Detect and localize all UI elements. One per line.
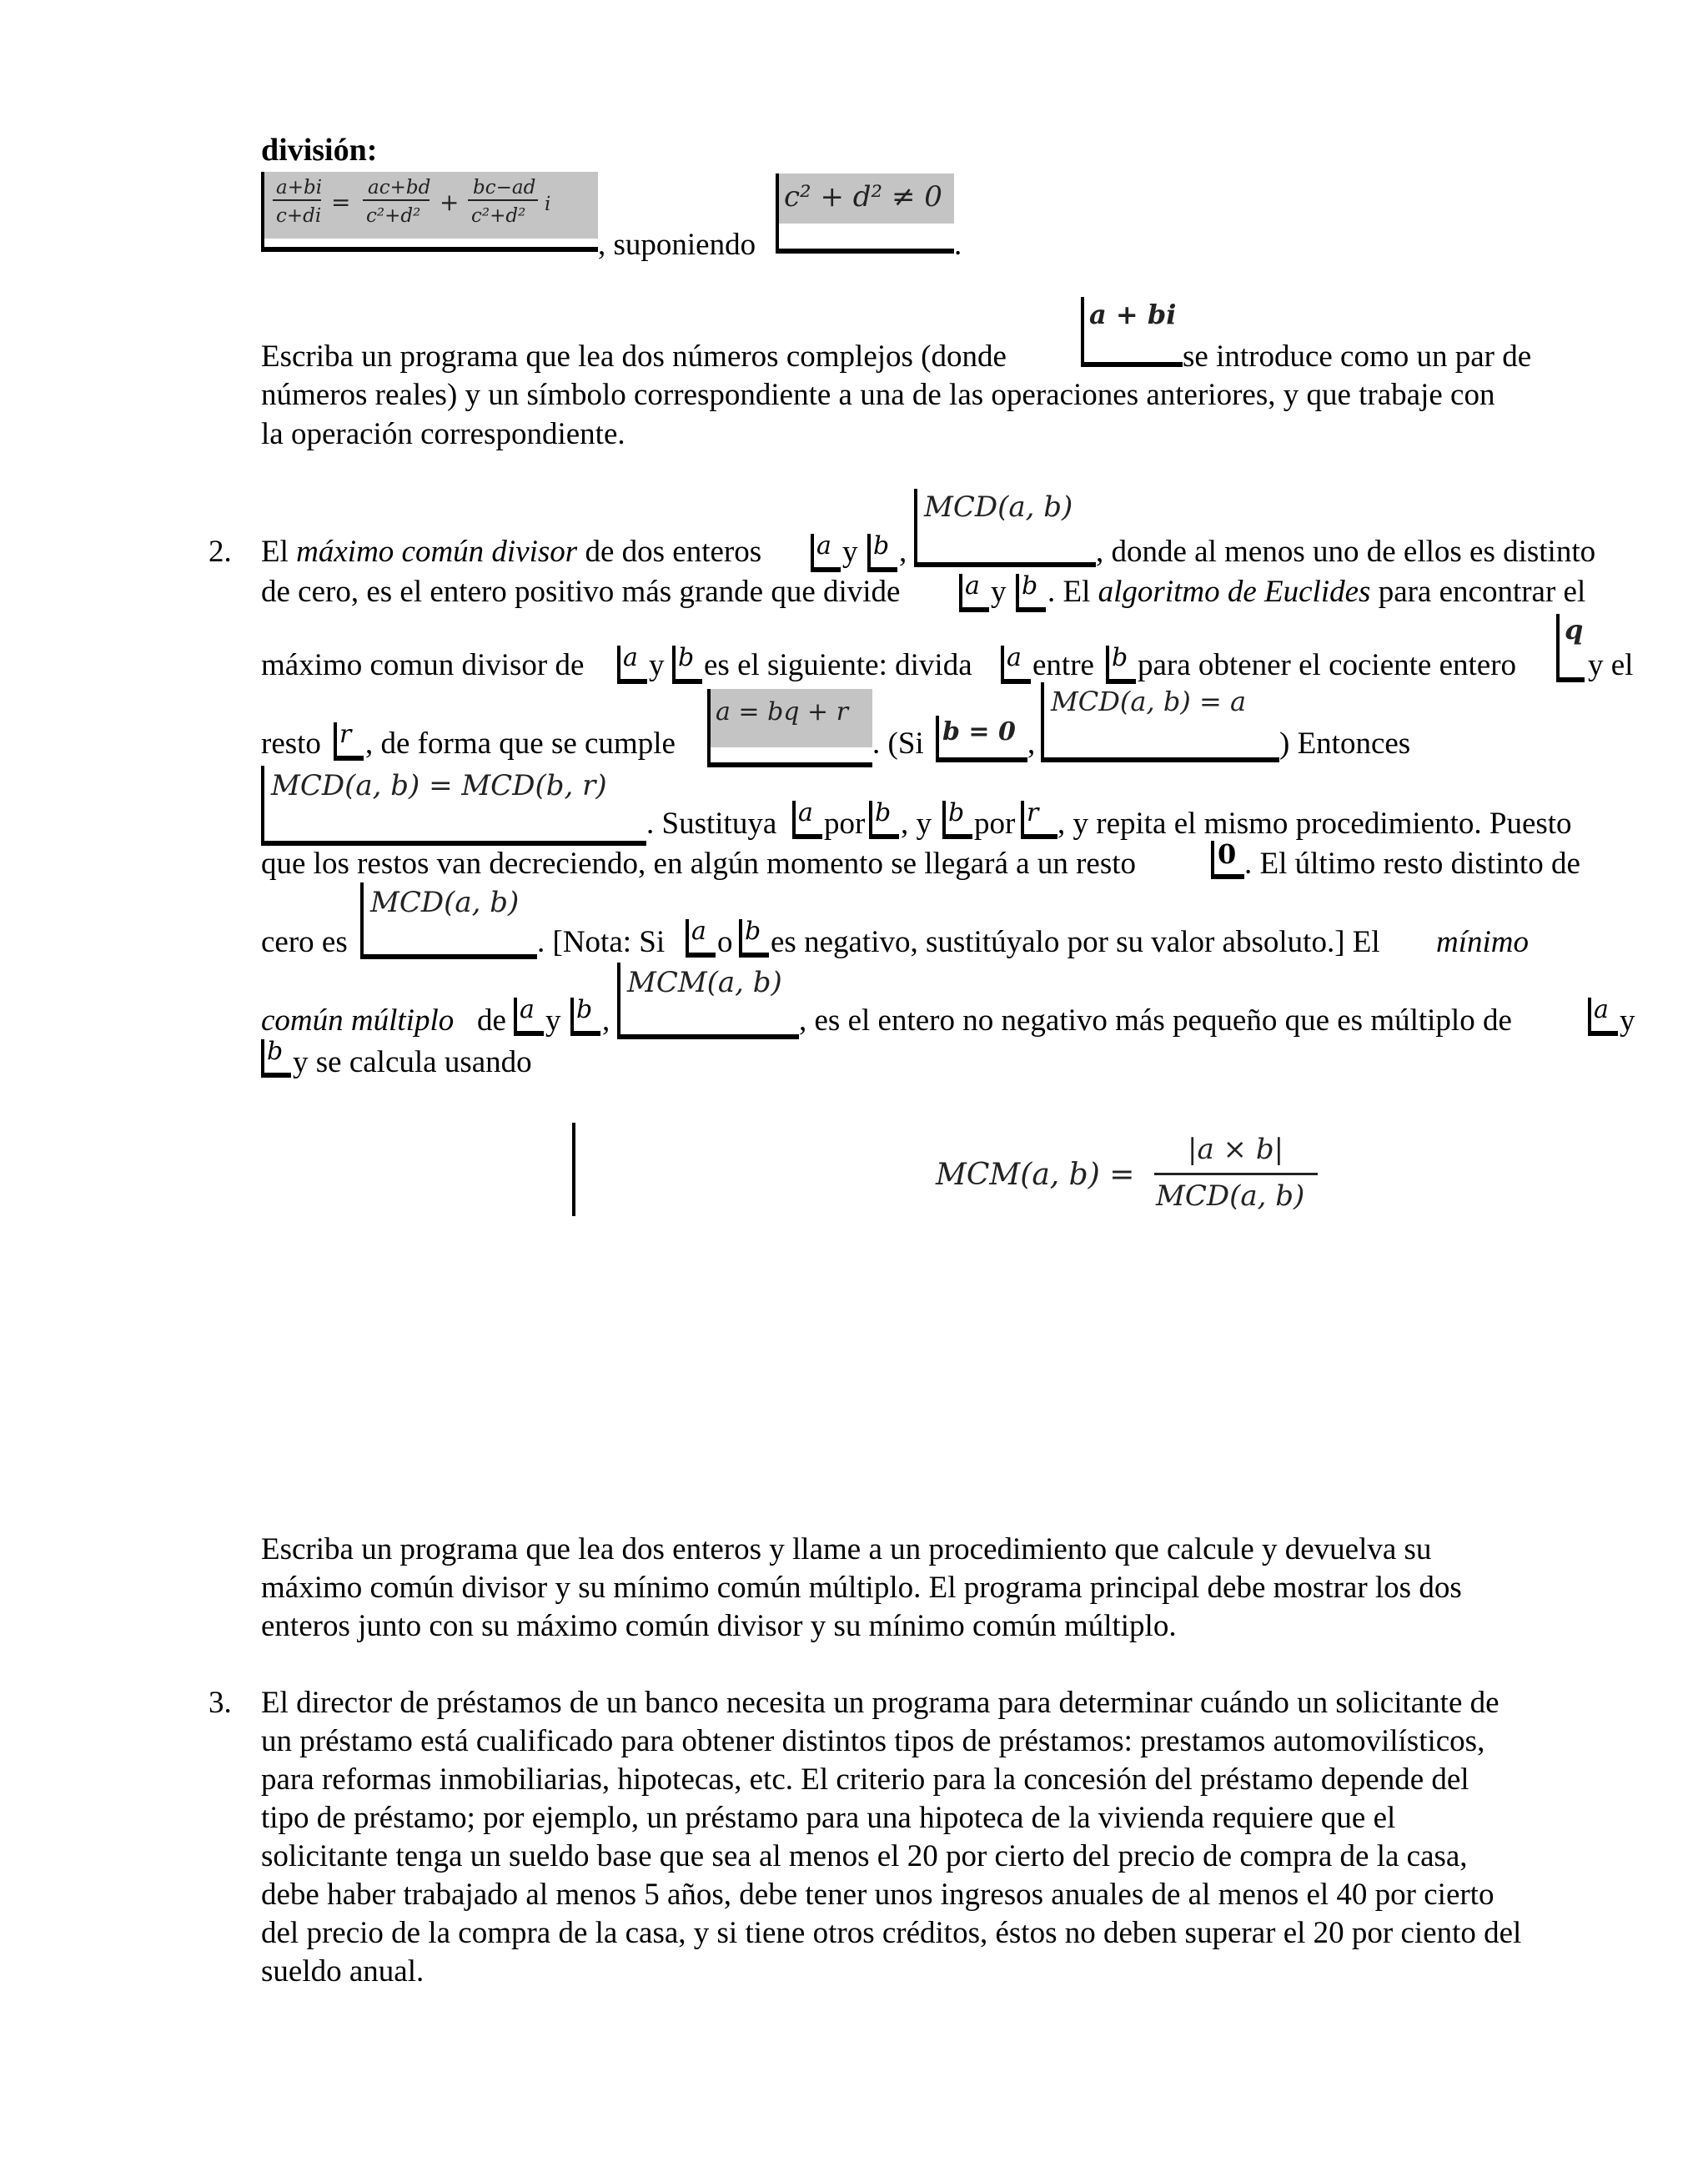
var-r-image bbox=[334, 722, 364, 761]
text-negativo: es negativo, sustitúyalo por su valor absoluto.] El bbox=[771, 925, 1380, 959]
text-ultimo-resto: . El último resto distinto de bbox=[1244, 847, 1580, 881]
var-b: b bbox=[948, 798, 965, 827]
var-b: b bbox=[873, 531, 890, 561]
var-a: a bbox=[691, 917, 706, 946]
item3-line: del precio de la compra de la casa, y si tiene otros créditos, éstos no deben superar el 20 por ciento del bbox=[261, 1916, 1522, 1950]
item2-line2-pre: de cero, es el entero positivo más grande que divide bbox=[261, 575, 901, 609]
mcd-ab-formula: MCD(a, b) bbox=[924, 490, 1073, 524]
item2-line2-post bbox=[1047, 572, 1648, 611]
division-formula bbox=[264, 172, 598, 239]
item2-line1-end: , donde al menos uno de ellos es distinto bbox=[1096, 535, 1596, 569]
zero-image bbox=[1211, 838, 1244, 879]
text-cociente: para obtener el cociente entero bbox=[1138, 648, 1517, 682]
var-b-image bbox=[570, 995, 600, 1036]
var-a-image bbox=[617, 643, 647, 684]
text-cero-es: cero es bbox=[261, 925, 348, 959]
text-y: y bbox=[545, 1003, 561, 1038]
formula-lhs: MCM(a, b) = bbox=[936, 1158, 1135, 1192]
var-b-image bbox=[867, 531, 897, 572]
text-nota-si: . [Nota: Si bbox=[537, 925, 666, 959]
text-entonces: ) Entonces bbox=[1279, 727, 1411, 761]
term-mcd: máximo común divisor bbox=[296, 535, 578, 569]
condition-period: . bbox=[954, 228, 962, 262]
var-b: b bbox=[678, 643, 695, 672]
text-resto: resto bbox=[261, 727, 321, 761]
svg-text:c²+d²: c²+d² bbox=[471, 205, 526, 227]
b-equals-0-formula: b = 0 bbox=[942, 717, 1016, 747]
svg-text:+: + bbox=[440, 189, 460, 216]
zero-value: 0 bbox=[1218, 838, 1237, 870]
var-a: a bbox=[798, 798, 813, 827]
mcd-equals-a-image bbox=[1041, 682, 1279, 762]
mcm-formula: MCM(a, b) bbox=[627, 966, 782, 999]
division-formula-image bbox=[261, 172, 598, 252]
text-y: y bbox=[649, 648, 665, 682]
suponiendo-text: , suponiendo bbox=[598, 228, 756, 262]
var-b: b bbox=[1022, 571, 1038, 601]
term-comun-multiplo: común múltiplo bbox=[261, 1003, 455, 1038]
text-entero-no-negativo: , es el entero no negativo más pequeño que es múltiplo de bbox=[799, 1003, 1512, 1038]
var-a-image bbox=[1588, 995, 1618, 1036]
svg-text:i: i bbox=[545, 194, 551, 215]
item-3-number: 3. bbox=[208, 1686, 232, 1720]
var-a: a bbox=[816, 531, 831, 561]
text-y: y bbox=[1620, 1003, 1635, 1038]
var-b-image bbox=[739, 919, 769, 958]
p2-line1: Escriba un programa que lea dos enteros y llame a un procedimiento que calcule y devuelva su bbox=[261, 1532, 1432, 1566]
var-a: a bbox=[520, 995, 535, 1024]
mcm-image bbox=[617, 963, 799, 1039]
term-euclides: algoritmo de Euclides bbox=[1098, 575, 1371, 609]
text-comma: , bbox=[602, 1003, 610, 1038]
var-b-image bbox=[1016, 571, 1046, 612]
text-el: . El bbox=[1047, 575, 1091, 609]
var-a: a bbox=[965, 571, 980, 601]
text-sustituya: . Sustituya bbox=[646, 807, 777, 841]
mcm-display-formula bbox=[936, 1133, 1319, 1224]
item3-line: tipo de préstamo; por ejemplo, un préstamo para una hipoteca de la vivienda requiere que el bbox=[261, 1801, 1396, 1835]
formula-image-border bbox=[572, 1123, 575, 1216]
text-por: por bbox=[974, 807, 1016, 841]
text-de-dos-enteros: de dos enteros bbox=[585, 535, 762, 569]
text-para-encontrar: para encontrar el bbox=[1378, 575, 1586, 609]
var-a: a bbox=[1007, 643, 1022, 672]
mcd-result-formula: MCD(a, b) bbox=[370, 886, 520, 919]
term-minimo: mínimo bbox=[1436, 925, 1529, 959]
var-b: b bbox=[576, 995, 593, 1024]
p1-line3: la operación correspondiente. bbox=[261, 417, 625, 451]
mcd-ab-image bbox=[914, 489, 1096, 567]
var-r: r bbox=[1027, 798, 1039, 827]
svg-text:bc−ad: bc−ad bbox=[473, 177, 536, 199]
item2-line6: que los restos van decreciendo, en algún momento se llegará a un resto bbox=[261, 847, 1137, 881]
var-a: a bbox=[1594, 995, 1609, 1024]
text-y: , y bbox=[901, 807, 932, 841]
svg-text:c²+d²: c²+d² bbox=[366, 205, 421, 227]
var-b: b bbox=[875, 798, 892, 827]
item3-line: debe haber trabajado al menos 5 años, debe tener unos ingresos anuales de al menos el 40 por cierto bbox=[261, 1878, 1494, 1912]
text-por: por bbox=[824, 807, 866, 841]
item3-line: solicitante tenga un sueldo base que sea al menos el 20 por cierto del precio de compra de la casa, bbox=[261, 1839, 1468, 1873]
p1-line2: números reales) y un símbolo correspondiente a una de las operaciones anteriores, y que trabaje con bbox=[261, 378, 1495, 412]
a-plus-bi-formula: a + bi bbox=[1089, 299, 1177, 330]
var-a-image bbox=[1001, 643, 1031, 684]
var-b: b bbox=[1112, 643, 1128, 672]
mcd-equals-mcd-image bbox=[261, 766, 646, 846]
formula-numerator: |a × b| bbox=[1188, 1133, 1284, 1166]
p2-line3: enteros junto con su máximo común divisor y su mínimo común múltiplo. bbox=[261, 1609, 1177, 1643]
svg-text:a+bi: a+bi bbox=[276, 177, 323, 199]
condition-formula-image bbox=[776, 173, 954, 254]
var-b-image bbox=[261, 1039, 291, 1078]
division-heading: división: bbox=[261, 133, 378, 168]
var-a-image bbox=[514, 995, 544, 1036]
var-q-image bbox=[1556, 614, 1585, 682]
text-se-cumple: , de forma que se cumple bbox=[365, 727, 676, 761]
p1-line1-pre: Escriba un programa que lea dos números complejos (donde bbox=[261, 339, 1007, 374]
abq-formula: a = bq + r bbox=[716, 697, 849, 727]
var-a-image bbox=[792, 798, 822, 839]
mcd-result-image bbox=[360, 882, 537, 959]
item-2-number: 2. bbox=[208, 535, 232, 569]
formula-denominator: MCD(a, b) bbox=[1156, 1179, 1305, 1213]
text-el: El bbox=[261, 535, 289, 569]
a-plus-bi-image bbox=[1081, 297, 1183, 367]
text-y: y bbox=[991, 575, 1007, 609]
text-o: o bbox=[717, 925, 733, 959]
var-b: b bbox=[267, 1037, 284, 1066]
var-q: q bbox=[1565, 614, 1584, 646]
item3-line: para reformas inmobiliarias, hipotecas, etc. El criterio para la concesión del préstamo depende del bbox=[261, 1762, 1469, 1797]
condition-formula: c² + d² ≠ 0 bbox=[784, 180, 942, 214]
text-y: y bbox=[842, 535, 858, 569]
text-y-el: y el bbox=[1588, 648, 1634, 682]
text-comma: , bbox=[1027, 727, 1036, 761]
var-a-image bbox=[686, 919, 716, 958]
text-entre: entre bbox=[1032, 648, 1094, 682]
text-siguiente: es el siguiente: divida bbox=[704, 648, 972, 682]
text-si: . (Si bbox=[872, 727, 924, 761]
item3-line: un préstamo está cualificado para obtener distintos tipos de préstamos: prestamos automovilísticos, bbox=[261, 1724, 1485, 1758]
b-equals-0-image bbox=[936, 716, 1027, 762]
var-r-image bbox=[1021, 798, 1057, 839]
text-se-calcula: y se calcula usando bbox=[293, 1045, 532, 1079]
item3-line: sueldo anual. bbox=[261, 1954, 424, 1988]
svg-text:ac+bd: ac+bd bbox=[368, 177, 431, 199]
var-b-image bbox=[672, 643, 702, 684]
item3-line: El director de préstamos de un banco necesita un programa para determinar cuándo un solicitante de bbox=[261, 1686, 1500, 1720]
text-de: de bbox=[477, 1003, 506, 1038]
svg-text:c+di: c+di bbox=[276, 205, 322, 227]
item2-line3-pre: máximo comun divisor de bbox=[261, 648, 585, 682]
var-b-image bbox=[942, 798, 972, 839]
var-r: r bbox=[339, 720, 352, 749]
abq-formula-image bbox=[707, 689, 872, 767]
var-a-image bbox=[959, 571, 989, 612]
var-a: a bbox=[623, 643, 638, 672]
var-a-image bbox=[811, 531, 841, 572]
var-b: b bbox=[745, 917, 761, 946]
p2-line2: máximo común divisor y su mínimo común múltiplo. El programa principal debe mostrar los dos bbox=[261, 1571, 1462, 1605]
var-b-image bbox=[869, 798, 899, 839]
var-b-image bbox=[1106, 643, 1136, 684]
text-comma: , bbox=[899, 535, 907, 569]
mcd-equals-mcd-formula: MCD(a, b) = MCD(b, r) bbox=[271, 769, 607, 802]
fraction-bar bbox=[1154, 1173, 1318, 1175]
p1-line1-post: se introduce como un par de bbox=[1183, 339, 1532, 374]
mcd-equals-a-formula: MCD(a, b) = a bbox=[1051, 686, 1247, 717]
text-repita: , y repita el mismo procedimiento. Puesto bbox=[1057, 807, 1572, 841]
svg-text:=: = bbox=[331, 189, 351, 216]
